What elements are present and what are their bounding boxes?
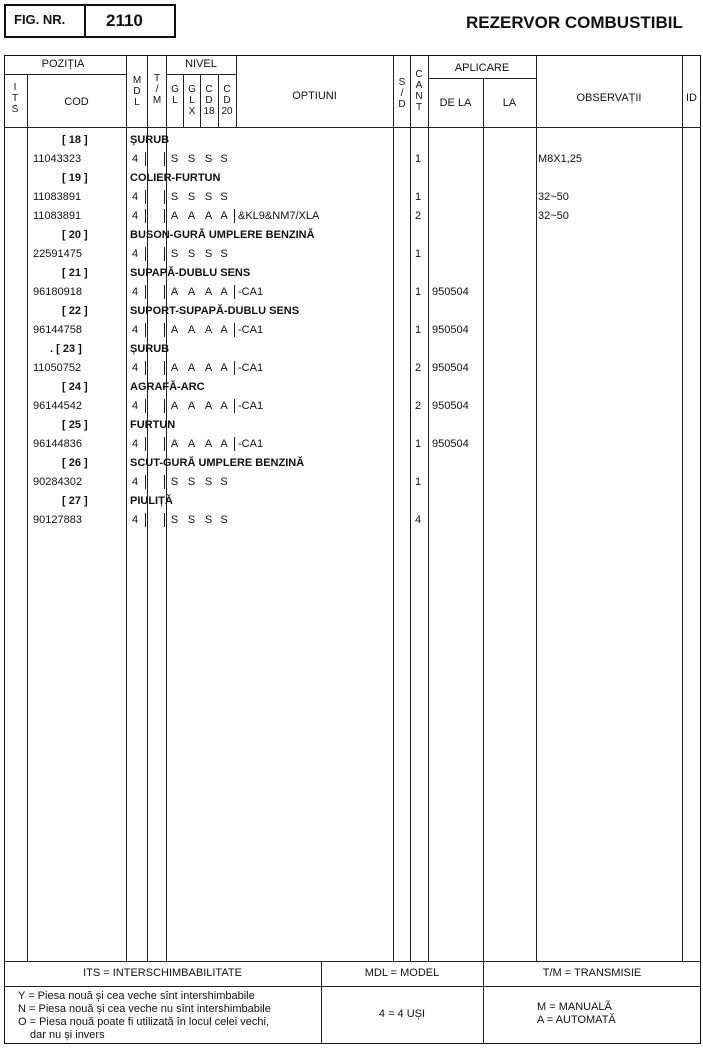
level-codes [166,210,231,223]
col-gl: G L [171,84,179,106]
quantity: 1 [415,286,422,298]
legend-its-title: ITS = INTERSCHIMBABILITATE [83,967,242,979]
level-code: S [204,153,213,165]
part-code: 96144758 [33,324,82,336]
level-code: A [170,362,179,374]
level-codes [166,324,231,337]
level-code: S [187,514,196,526]
model-code: 4 [132,324,139,336]
position-number: [ 21 ] [62,267,88,279]
level-code: S [204,248,213,260]
level-codes [166,438,231,451]
col-cod: COD [64,96,89,108]
position-number: [ 18 ] [62,134,88,146]
part-code: 22591475 [33,248,82,260]
part-description: BUSON-GURĂ UMPLERE BENZINĂ [130,229,315,241]
part-description: PIULIȚĂ [130,495,173,507]
col-pozitia: POZIȚIA [41,58,85,70]
level-codes [166,191,231,204]
part-code: 96144542 [33,400,82,412]
col-sd: S / D [398,77,406,110]
valid-from: 950504 [432,286,469,298]
col-id: ID [686,92,697,104]
legend-mdl-value: 4 = 4 UȘI [378,1008,426,1020]
legend-tm-auto: A = AUTOMATĂ [537,1014,616,1026]
observation: 32~50 [538,210,569,222]
level-code: S [187,191,196,203]
level-code: S [220,153,228,165]
level-code: A [204,362,213,374]
level-code: A [220,362,228,374]
quantity: 2 [415,400,422,412]
legend-tm-title: T/M = TRANSMISIE [542,967,642,979]
level-code: S [220,476,228,488]
legend-its-y: Y = Piesa nouă și cea veche sînt intershimbabile [18,990,255,1002]
col-its: I T S [11,82,19,115]
valid-from: 950504 [432,324,469,336]
model-code: 4 [132,476,139,488]
level-code: A [204,400,213,412]
quantity: 4 [415,514,422,526]
level-codes [166,153,231,166]
position-number: [ 20 ] [62,229,88,241]
legend-mdl-title: MDL = MODEL [364,967,440,979]
model-code: 4 [132,400,139,412]
part-code: 11083891 [33,210,82,222]
level-code: A [187,210,196,222]
col-cd18: C D 18 [203,84,215,117]
quantity: 1 [415,438,422,450]
part-code: 11043323 [33,153,82,165]
model-code: 4 [132,286,139,298]
level-code: A [170,324,179,336]
position-number: [ 22 ] [62,305,88,317]
valid-from: 950504 [432,400,469,412]
figure-number: 2110 [106,11,143,30]
col-aplicare: APLICARE [454,62,510,74]
level-codes [166,362,231,375]
valid-from: 950504 [432,362,469,374]
position-number: [ 25 ] [62,419,88,431]
level-code: S [220,514,228,526]
option-code: -CA1 [238,324,264,336]
part-description: SCUT-GURĂ UMPLERE BENZINĂ [130,457,305,469]
position-number: [ 26 ] [62,457,88,469]
level-code: A [220,324,228,336]
option-code: -CA1 [238,362,264,374]
level-code: S [170,191,179,203]
part-description: ȘURUB [130,134,170,146]
level-code: A [187,400,196,412]
model-code: 4 [132,248,139,260]
col-de-la: DE LA [439,97,472,109]
part-code: 11083891 [33,191,82,203]
model-code: 4 [132,210,139,222]
level-code: S [220,248,228,260]
level-code: S [187,248,196,260]
position-number: . [ 23 ] [50,343,82,355]
part-description: AGRAFĂ-ARC [130,381,205,393]
part-description: SUPORT-SUPAPĂ-DUBLU SENS [130,305,300,317]
col-observatii: OBSERVAȚII [576,92,642,104]
model-code: 4 [132,514,139,526]
level-codes [166,514,231,527]
level-codes [166,476,231,489]
level-code: S [170,248,179,260]
level-code: S [220,191,228,203]
level-code: A [170,400,179,412]
page-title: REZERVOR COMBUSTIBIL [466,13,683,32]
part-description: ȘURUB [130,343,170,355]
level-code: A [187,324,196,336]
col-nivel: NIVEL [185,58,217,70]
model-code: 4 [132,438,139,450]
valid-from: 950504 [432,438,469,450]
part-description: FURTUN [130,419,176,431]
part-description: SUPAPĂ-DUBLU SENS [130,267,251,279]
level-code: A [220,286,228,298]
quantity: 2 [415,362,422,374]
model-code: 4 [132,362,139,374]
level-code: A [170,438,179,450]
level-code: S [204,514,213,526]
level-code: S [187,153,196,165]
level-code: S [170,514,179,526]
model-code: 4 [132,153,139,165]
observation: M8X1,25 [538,153,583,165]
legend-its-o-cont: dar nu și invers [30,1029,105,1041]
level-code: S [170,153,179,165]
model-code: 4 [132,191,139,203]
level-code: S [204,191,213,203]
level-code: A [204,286,213,298]
level-code: A [170,286,179,298]
part-description: COLIER-FURTUN [130,172,221,184]
level-code: A [204,210,213,222]
level-code: A [204,438,213,450]
quantity: 1 [415,324,422,336]
level-codes [166,286,231,299]
quantity: 1 [415,248,422,260]
level-code: A [187,286,196,298]
quantity: 2 [415,210,422,222]
position-number: [ 27 ] [62,495,88,507]
part-code: 90284302 [33,476,82,488]
level-code: A [220,438,228,450]
legend-tm-manual: M = MANUALĂ [537,1001,612,1013]
level-code: S [187,476,196,488]
level-codes [166,248,231,261]
part-code: 96144836 [33,438,82,450]
legend-its-o: O = Piesa nouă poate fi utilizată în locul celei vechi, [18,1016,270,1028]
option-code: &KL9&NM7/XLA [238,210,320,222]
position-number: [ 19 ] [62,172,88,184]
col-optiuni: OPTIUNI [292,90,337,102]
option-code: -CA1 [238,438,264,450]
col-la: LA [502,97,517,109]
col-glx: G L X [188,84,196,117]
col-cd20: C D 20 [221,84,233,117]
level-code: A [204,324,213,336]
parts-table-frame [4,55,701,1044]
level-code: S [170,476,179,488]
level-code: A [187,362,196,374]
col-cant: C A N T [415,69,423,113]
col-mdl: M D L [132,75,142,108]
level-code: A [187,438,196,450]
level-code: S [204,476,213,488]
quantity: 1 [415,153,422,165]
quantity: 1 [415,476,422,488]
observation: 32~50 [538,191,569,203]
option-code: -CA1 [238,286,264,298]
col-tm: T / M [152,73,162,106]
legend-its-n: N = Piesa nouă și cea veche nu sînt intershimbabile [18,1003,271,1015]
figure-label: FIG. NR. [14,12,66,27]
level-code: A [220,210,228,222]
quantity: 1 [415,191,422,203]
part-code: 96180918 [33,286,82,298]
part-code: 11050752 [33,362,82,374]
position-number: [ 24 ] [62,381,88,393]
level-code: A [170,210,179,222]
part-code: 90127883 [33,514,82,526]
level-code: A [220,400,228,412]
option-code: -CA1 [238,400,264,412]
level-codes [166,400,231,413]
